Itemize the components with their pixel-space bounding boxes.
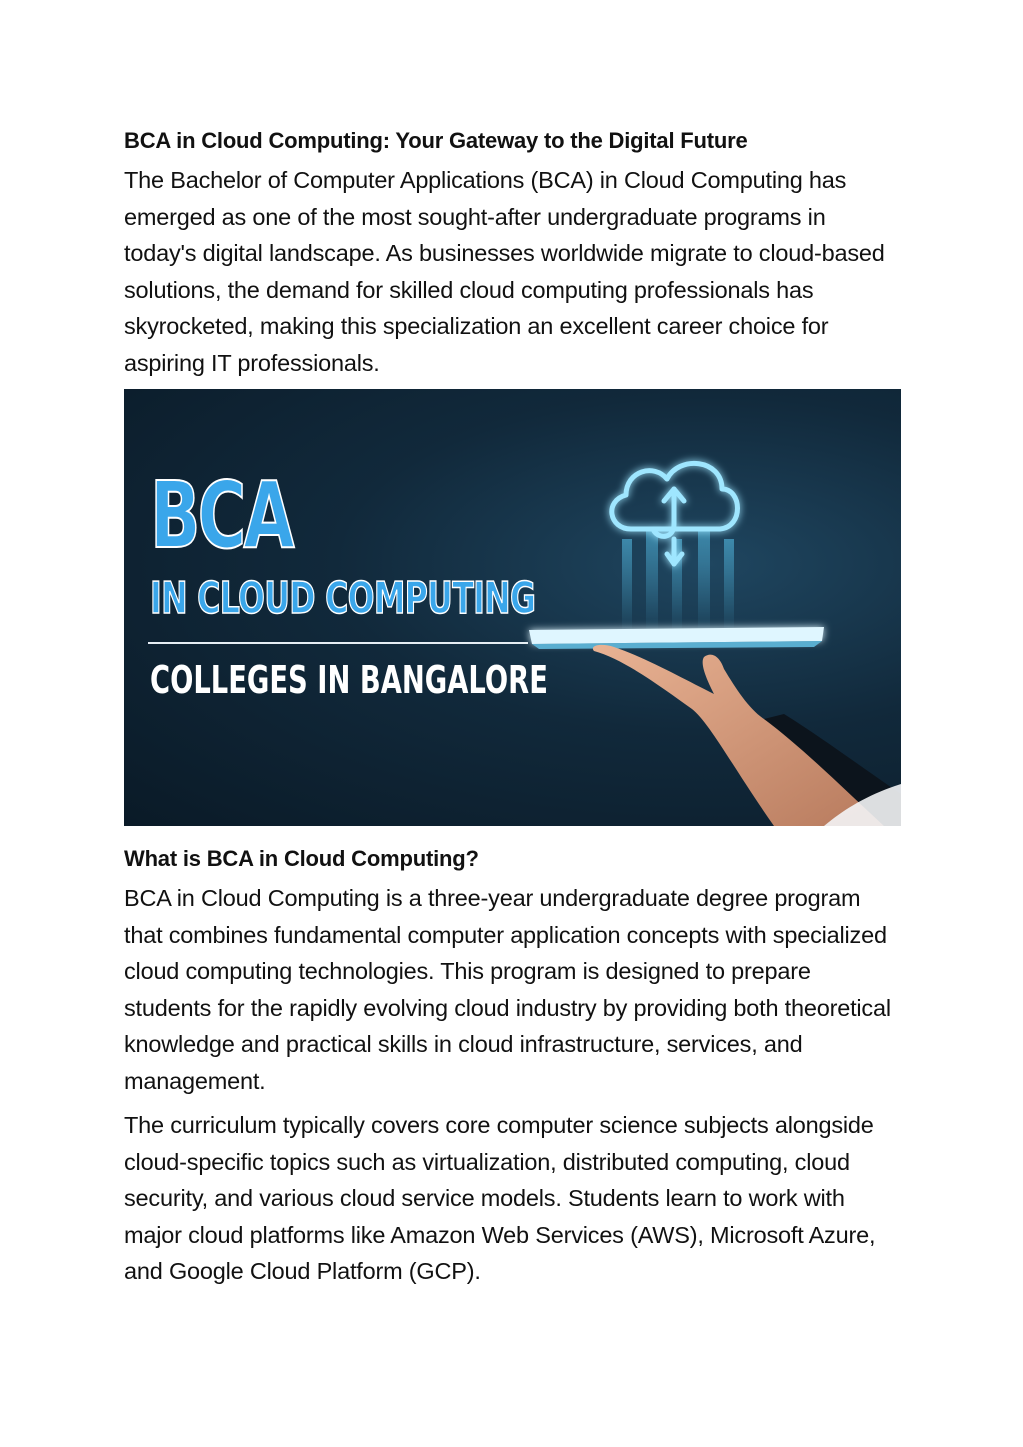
banner-caption: COLLEGES IN BANGALORE <box>150 658 548 702</box>
hand-holding-tablet <box>593 645 901 826</box>
article-title: BCA in Cloud Computing: Your Gateway to the Digital Future <box>124 128 748 153</box>
section-paragraph-1: BCA in Cloud Computing is a three-year undergraduate degree program that combines fundamental computer application concepts with specialized cloud computing technologies. This program is designed to prepare students for the rapidly evolving cloud industry by providing both theoretical knowledge and practical skills in cloud infrastructure, services, and management. <box>124 885 891 1094</box>
section-heading: What is BCA in Cloud Computing? <box>124 846 479 871</box>
section-paragraph-2: The curriculum typically covers core computer science subjects alongside cloud-specific topics such as virtualization, distributed computing, cloud security, and various cloud service models. Students learn to work with major cloud platforms like Amazon Web Services (AWS), Microsoft Azure, and Google Cloud Platform (GCP). <box>124 1112 876 1284</box>
light-beams <box>622 529 734 634</box>
banner-divider <box>148 642 528 644</box>
banner-heading: BCA <box>150 462 292 569</box>
banner-subheading: IN CLOUD COMPUTING <box>150 573 536 624</box>
banner-image <box>124 389 901 826</box>
tablet-icon <box>529 627 824 649</box>
document-page <box>124 122 900 1298</box>
intro-paragraph: The Bachelor of Computer Applications (BCA) in Cloud Computing has emerged as one of the most sought-after undergraduate programs in today's digital landscape. As businesses worldwide migrate to cloud-based solutions, the demand for skilled cloud computing professionals has skyrocketed, making this specialization an excellent career choice for aspiring IT professionals. <box>124 167 885 376</box>
